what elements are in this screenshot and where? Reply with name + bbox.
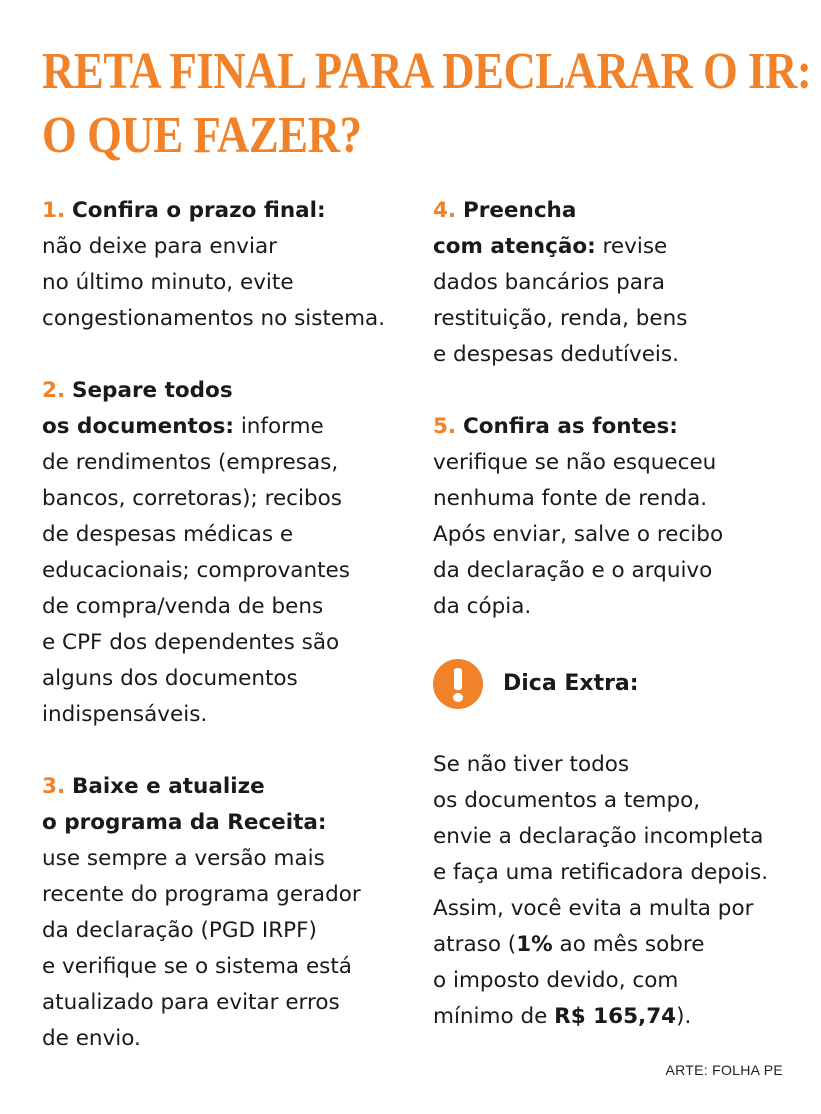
minimum-value: R$ 165,74 <box>554 1004 677 1029</box>
minimum-suffix: ). <box>676 1004 692 1029</box>
extra-tip-body <box>433 747 808 1035</box>
extra-tip-header <box>433 657 808 711</box>
extra-tip-title: Dica Extra: <box>503 671 639 696</box>
item-heading: com atenção: <box>433 234 596 259</box>
item-heading-line <box>42 193 412 229</box>
item-body-line: de compra/venda de bens <box>42 594 324 619</box>
item-heading-line <box>42 409 412 445</box>
item-heading-line <box>42 373 412 409</box>
item-heading: Confira as fontes: <box>462 414 678 439</box>
item-body-line: de despesas médicas e <box>42 522 294 547</box>
tip-item-3 <box>42 769 412 1057</box>
item-body-line: verifique se não esqueceu <box>433 450 717 475</box>
item-heading-line <box>42 769 412 805</box>
penalty-rate: 1% <box>516 932 553 957</box>
item-body-line: dados bancários para <box>433 270 665 295</box>
item-body-line: não deixe para enviar <box>42 234 277 259</box>
title-line-1: RETA FINAL PARA DECLARAR O IR: <box>42 43 812 100</box>
item-body-line: bancos, corretoras); recibos <box>42 486 342 511</box>
item-heading: Confira o prazo final: <box>71 198 326 223</box>
tip-item-4 <box>433 193 808 373</box>
exclamation-bar <box>454 668 462 690</box>
item-body-line: e despesas dedutíveis. <box>433 342 679 367</box>
item-number: 5. <box>433 414 457 439</box>
item-body-line: recente do programa gerador <box>42 882 361 907</box>
item-heading-tail: revise <box>595 234 668 259</box>
tip-line: Se não tiver todos <box>433 752 630 777</box>
item-body-line: no último minuto, evite <box>42 270 294 295</box>
tip-line: o imposto devido, com <box>433 968 679 993</box>
item-body-line: congestionamentos no sistema. <box>42 306 386 331</box>
item-body-line: da declaração (PGD IRPF) <box>42 918 317 943</box>
penalty-prefix: atraso ( <box>433 932 517 957</box>
tip-line: e faça uma retificadora depois. <box>433 860 769 885</box>
item-number: 4. <box>433 198 457 223</box>
tip-item-1 <box>42 193 412 337</box>
title-line-2: O QUE FAZER? <box>42 107 362 164</box>
item-body-line: nenhuma fonte de renda. <box>433 486 708 511</box>
item-body-line: use sempre a versão mais <box>42 846 325 871</box>
item-number: 2. <box>42 378 66 403</box>
art-credit: ARTE: FOLHA PE <box>665 1062 783 1078</box>
item-body-line: atualizado para evitar erros <box>42 990 340 1015</box>
minimum-prefix: mínimo de <box>433 1004 555 1029</box>
tip-line: Assim, você evita a multa por <box>433 896 754 921</box>
exclamation-dot <box>453 693 463 702</box>
item-body-line: da declaração e o arquivo <box>433 558 713 583</box>
exclamation-circle-icon <box>433 659 483 709</box>
tip-line: envie a declaração incompleta <box>433 824 764 849</box>
page-title <box>42 40 812 168</box>
tip-item-5 <box>433 409 808 625</box>
item-heading: o programa da Receita: <box>42 810 327 835</box>
item-body-line: de envio. <box>42 1026 141 1051</box>
left-column <box>42 193 412 1093</box>
item-body-line: e CPF dos dependentes são <box>42 630 340 655</box>
item-heading-line <box>433 229 808 265</box>
item-heading: Preencha <box>462 198 577 223</box>
tip-item-2 <box>42 373 412 733</box>
tip-line: os documentos a tempo, <box>433 788 701 813</box>
item-body-line: Após enviar, salve o recibo <box>433 522 724 547</box>
item-number: 1. <box>42 198 66 223</box>
item-body-line: restituição, renda, bens <box>433 306 688 331</box>
penalty-suffix: ao mês sobre <box>552 932 705 957</box>
item-body-line: alguns dos documentos <box>42 666 298 691</box>
item-heading: Baixe e atualize <box>71 774 265 799</box>
item-heading-line <box>433 193 808 229</box>
item-body-line: indispensáveis. <box>42 702 208 727</box>
tip-line-penalty <box>433 927 808 963</box>
item-heading: Separe todos <box>71 378 233 403</box>
item-heading-line <box>433 409 808 445</box>
item-body-line: de rendimentos (empresas, <box>42 450 339 475</box>
item-number: 3. <box>42 774 66 799</box>
item-body-line: da cópia. <box>433 594 532 619</box>
item-heading-tail: informe <box>234 414 324 439</box>
item-body-line: educacionais; comprovantes <box>42 558 350 583</box>
item-heading: os documentos: <box>42 414 234 439</box>
item-heading-line <box>42 805 412 841</box>
right-column <box>433 193 808 1035</box>
item-body-line: e verifique se o sistema está <box>42 954 352 979</box>
tip-line-minimum <box>433 999 808 1035</box>
